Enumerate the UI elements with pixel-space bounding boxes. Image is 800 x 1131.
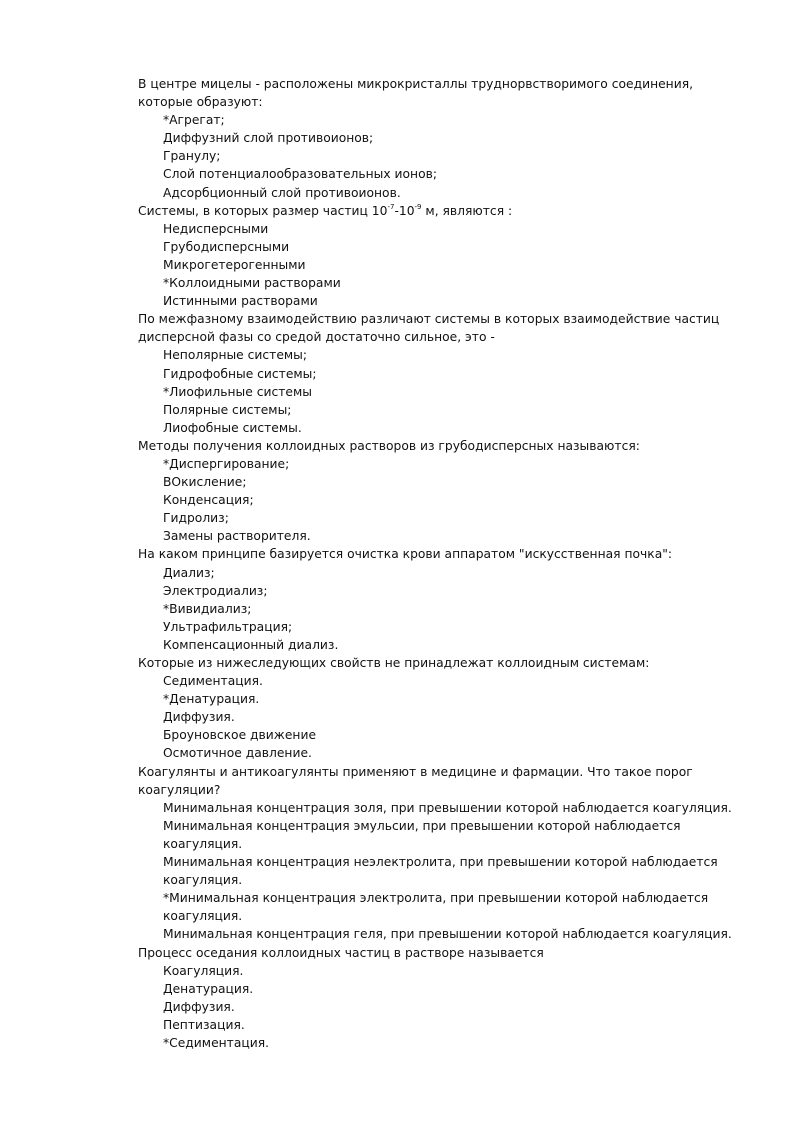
answer-2-3: Микрогетерогенными [163, 257, 306, 272]
answer-1-2: Диффузний слой противоионов; [163, 131, 374, 146]
exponent-1: -7 [387, 202, 395, 211]
question-3: По межфазному взаимодействию различают системы в которых взаимодействие частиц дисперсной фазы со средой достаточно сильное, это - [138, 312, 720, 345]
answer-3-4: Полярные системы; [163, 402, 292, 417]
answer-6-3: Диффузия. [163, 710, 235, 725]
exponent-2: -9 [414, 202, 422, 211]
answer-6-4: Броуновское движение [163, 728, 317, 743]
question-2-text-start: Системы, в которых размер частиц 10 [138, 203, 388, 218]
answer-1-3: Гранулу; [163, 149, 221, 164]
answer-6-5: Осмотичное давление. [163, 746, 312, 761]
answer-8-5: *Седиментация. [163, 1035, 270, 1050]
answer-4-1: *Диспергирование; [163, 456, 290, 471]
answer-5-3: *Вивидиализ; [163, 601, 252, 616]
answer-7-5: Минимальная концентрация геля, при превышении которой наблюдается коагуляция. [163, 927, 732, 942]
answer-1-5: Адсорбционный слой противоионов. [163, 185, 401, 200]
answer-7-2: Минимальная концентрация эмульсии, при превышении которой наблюдается коагуляция. [163, 818, 681, 851]
answer-2-4: *Коллоидными растворами [163, 276, 341, 291]
answer-8-4: Пептизация. [163, 1017, 245, 1032]
question-2-text-end: м, являются : [421, 203, 513, 218]
question-6: Которые из нижеследующих свойств не принадлежат коллоидным системам: [138, 656, 650, 670]
answer-4-5: Замены растворителя. [163, 529, 311, 544]
answer-5-2: Электродиализ; [163, 583, 268, 598]
answer-7-4: *Минимальная концентрация электролита, при превышении которой наблюдается коагуляция. [163, 891, 709, 924]
answer-4-4: Гидролиз; [163, 511, 229, 526]
answer-4-3: Конденсация; [163, 493, 254, 508]
answer-7-3: Минимальная концентрация неэлектролита, при превышении которой наблюдается коагуляция. [163, 855, 718, 888]
question-8: Процесс оседания коллоидных частиц в растворе называется [138, 945, 544, 960]
answer-2-1: Недисперсными [163, 221, 269, 236]
answer-5-5: Компенсационный диализ. [163, 637, 339, 652]
answer-8-3: Диффузия. [163, 999, 235, 1014]
answer-1-4: Слой потенциалообразовательных ионов; [163, 167, 438, 182]
answer-5-4: Ультрафильтрация; [163, 619, 293, 634]
answer-7-1: Минимальная концентрация золя, при превышении которой наблюдается коагуляция. [163, 800, 732, 815]
answer-3-1: Неполярные системы; [163, 348, 308, 363]
question-1: В центре мицелы - расположены микрокристаллы труднорвстворимого соединения, которые образуют: [138, 77, 694, 110]
answer-1-1: *Агрегат; [163, 113, 225, 128]
answer-3-2: Гидрофобные системы; [163, 366, 317, 381]
answer-8-1: Коагуляция. [163, 963, 244, 978]
question-7: Коагулянты и антикоагулянты применяют в медицине и фармации. Что такое порог коагуляции? [138, 764, 693, 797]
document-page [138, 75, 738, 1052]
question-4: Методы получения коллоидных растворов из грубодисперсных называются: [138, 438, 640, 453]
question-2-text-middle: -10 [394, 203, 415, 218]
question-2 [138, 202, 738, 220]
answer-3-5: Лиофобные системы. [163, 420, 302, 435]
answer-2-5: Истинными растворами [163, 294, 318, 309]
answer-6-2: *Денатурация. [163, 692, 260, 707]
answer-3-3: *Лиофильные системы [163, 384, 312, 399]
answer-5-1: Диализ; [163, 565, 215, 580]
answer-4-2: ВОкисление; [163, 475, 247, 490]
answer-2-2: Грубодисперсными [163, 239, 290, 254]
answer-8-2: Денатурация. [163, 981, 254, 996]
answer-6-1: Седиментация. [163, 674, 263, 689]
question-5: На каком принципе базируется очистка крови аппаратом "искусственная почка": [138, 547, 673, 562]
